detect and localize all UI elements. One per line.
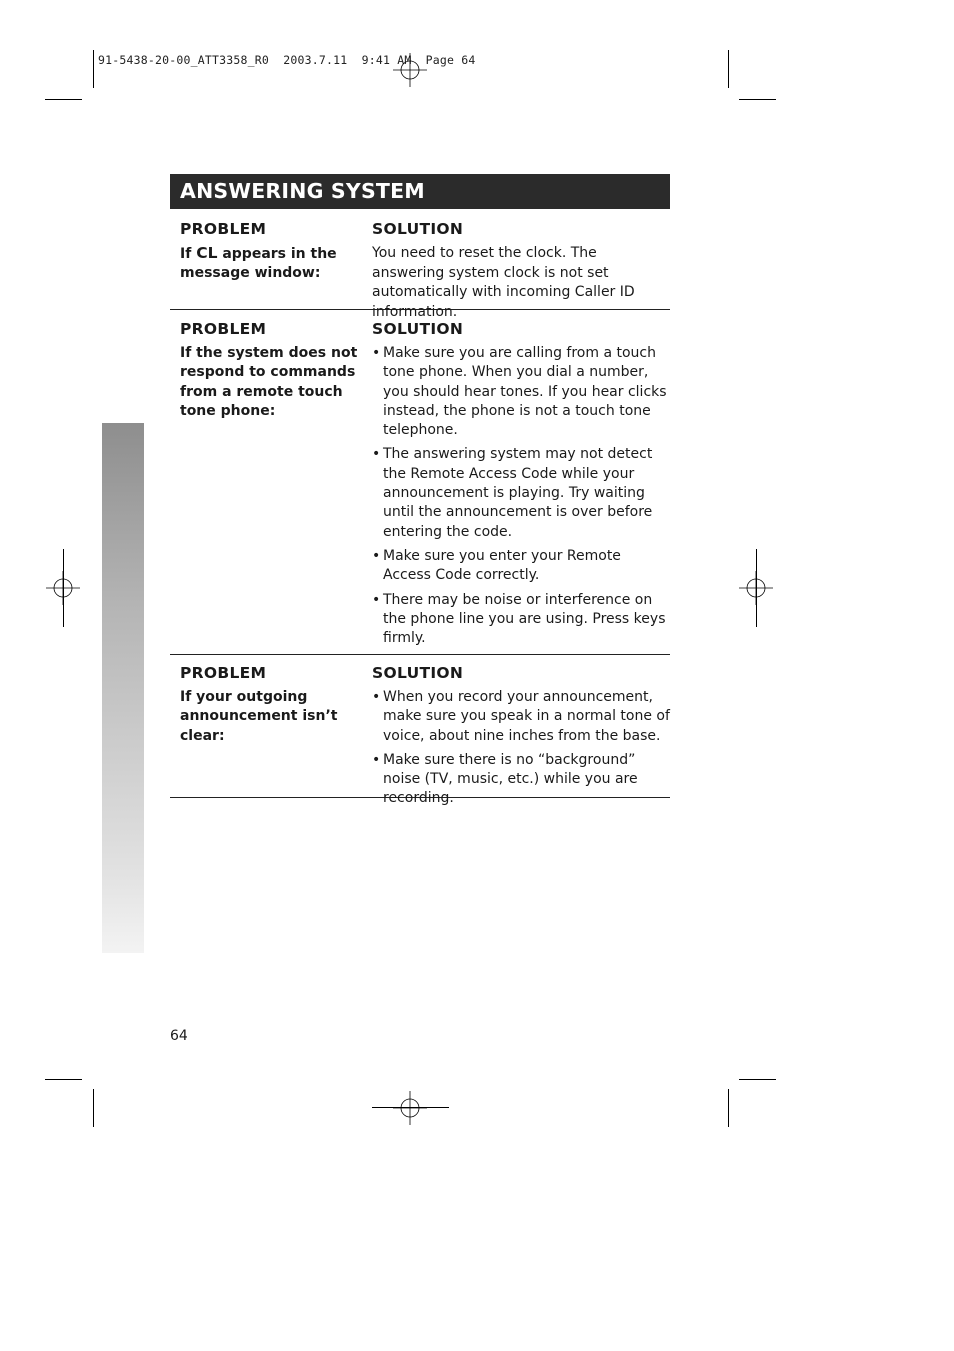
registration-mark-icon — [393, 1091, 427, 1125]
problem-column — [180, 318, 360, 421]
solution-item: • Make sure you are calling from a touch tone phone. When you dial a number, you should hear tones. If you hear clicks instead, the phone is not a touch tone telephone. — [372, 344, 670, 440]
problem-heading: PROBLEM — [180, 220, 267, 238]
problem-text: If your outgoing announcement isn’t clear: — [180, 689, 338, 744]
chapter-side-tab — [102, 423, 144, 953]
solution-text: You need to reset the clock. The answering system clock is not set automatically with incoming Caller ID information. — [372, 245, 635, 320]
solution-list — [372, 344, 670, 648]
problem-heading: PROBLEM — [180, 664, 267, 682]
solution-item: • When you record your announcement, make sure you speak in a normal tone of voice, about nine inches from the base. — [372, 688, 670, 746]
crop-mark — [728, 1089, 729, 1127]
solution-heading: SOLUTION — [372, 664, 464, 682]
crop-mark — [63, 549, 64, 627]
solution-item: • Make sure you enter your Remote Access Code correctly. — [372, 547, 670, 586]
crop-mark — [372, 1107, 449, 1108]
solution-heading: SOLUTION — [372, 320, 464, 338]
crop-mark — [93, 1089, 94, 1127]
crop-mark — [728, 50, 729, 88]
problem-column — [180, 218, 360, 284]
crop-mark — [45, 1079, 82, 1080]
solution-column — [372, 218, 670, 322]
solution-item: • There may be noise or interference on the phone line you are using. Press keys firmly. — [372, 591, 670, 649]
solution-item: • The answering system may not detect the Remote Access Code while your announcement is playing. Try waiting until the announcement is over before entering the code. — [372, 445, 670, 541]
print-slug: 91-5438-20-00_ATT3358_R0 2003.7.11 9:41 AM Page 64 — [98, 53, 476, 67]
crop-mark — [93, 50, 94, 88]
problem-text: If the system does not respond to commands from a remote touch tone phone: — [180, 345, 358, 419]
crop-mark — [739, 99, 776, 100]
crop-mark — [739, 1079, 776, 1080]
crop-mark — [45, 99, 82, 100]
registration-mark-icon — [393, 53, 427, 87]
problem-text: If CL appears in the message window: — [180, 244, 337, 282]
solution-item: • Make sure there is no “background” noise (TV, music, etc.) while you are recording. — [372, 751, 670, 809]
problem-heading: PROBLEM — [180, 320, 267, 338]
crop-mark — [756, 549, 757, 627]
troubleshooting-row — [170, 318, 670, 655]
troubleshooting-row — [170, 218, 670, 320]
problem-column — [180, 662, 360, 746]
solution-heading: SOLUTION — [372, 220, 464, 238]
solution-column — [372, 662, 670, 814]
solution-list — [372, 688, 670, 809]
troubleshooting-row — [170, 662, 670, 807]
page-number: 64 — [170, 1028, 188, 1044]
section-title: ANSWERING SYSTEM — [170, 174, 670, 209]
solution-column — [372, 318, 670, 653]
display-code: CL — [196, 244, 218, 262]
